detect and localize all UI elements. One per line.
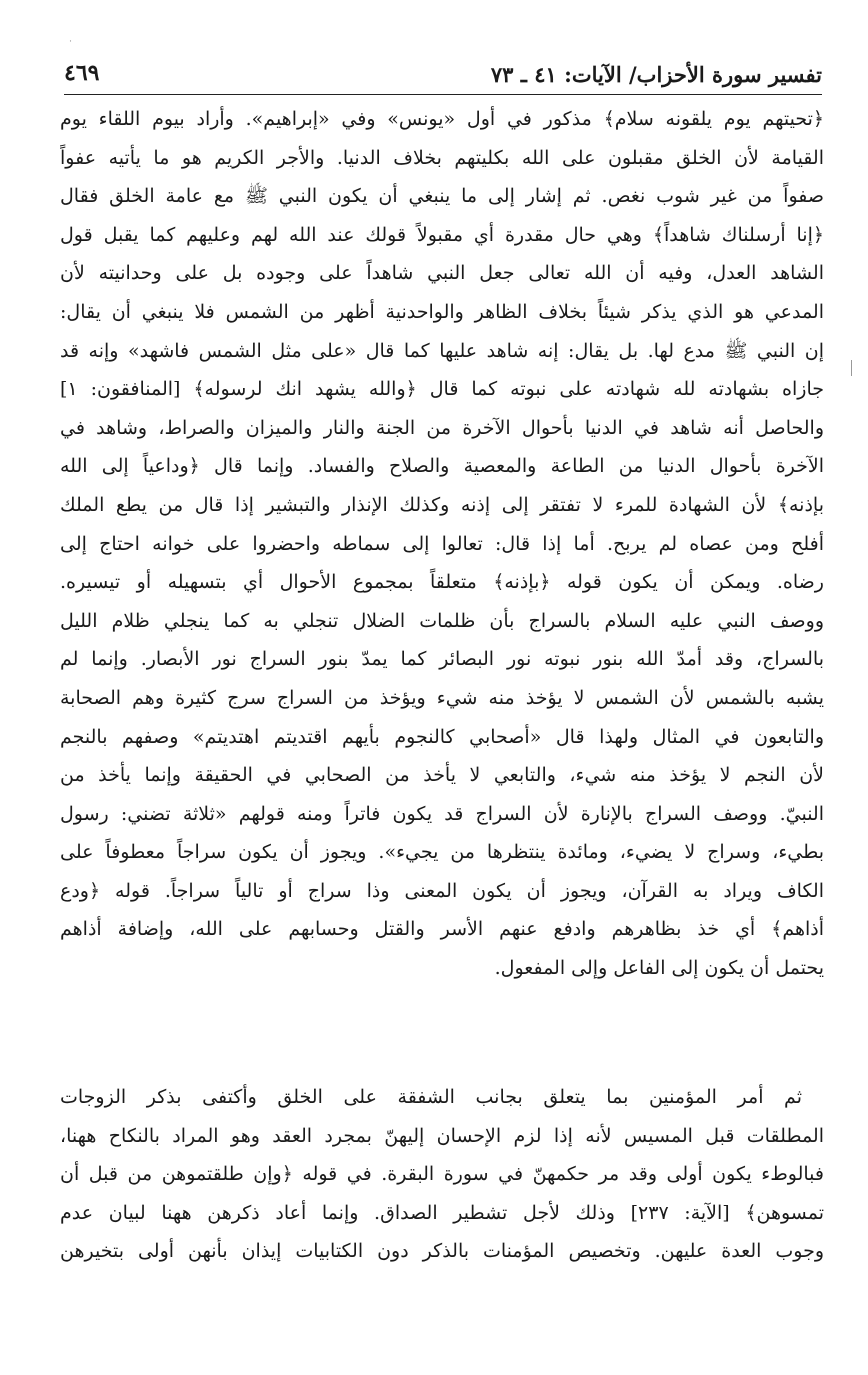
text-line: فبالوطء يكون أولى وقد مر حكمهنّ في سورة البقرة. في قوله ﴿وإن طلقتموهن من قبل أن — [60, 1163, 824, 1186]
text-line: إن النبي ﷺ مدع لها. بل يقال: إنه شاهد عليها كما قال «على مثل الشمس فاشهد» وإنه قد — [60, 339, 824, 362]
text-line: صفواً من غير شوب نغص. ثم إشار إلى ما ينبغي أن يكون النبي ﷺ مع عامة الخلق فقال — [60, 185, 824, 208]
text-line: يحتمل أن يكون إلى الفاعل وإلى المفعول. — [494, 957, 824, 980]
text-line: والتابعون في المثال ولهذا قال «أصحابي كالنجوم بأيهم اقتديتم اهتديتم» وصفهم بالنجم — [60, 725, 824, 748]
text-line: بالسراج، وقد أمدّ الله بنور نبوته نور البصائر كما يمدّ بنور السراج نور الأبصار. وإنما لم — [60, 648, 824, 671]
text-line: النبيّ. ووصف السراج بالإنارة لأن السراج قد يكون فاتراً ومنه قولهم «ثلاثة تضني: رسول — [60, 802, 824, 825]
text-line: الشاهد العدل، وفيه أن الله تعالى جعل النبي شاهداً على وجوده بل على وحدانيته لأن — [60, 262, 824, 285]
text-line: تمسوهن﴾ [الآية: ٢٣٧] وذلك لأجل تشطير الصداق. وإنما أعاد ذكرهن ههنا لبيان عدم — [60, 1201, 824, 1224]
paragraph-2 — [60, 1078, 824, 1271]
text-line: أفلح ومن عصاه لم يربح. أما إذا قال: تعالوا إلى سماطه واحضروا على خوانه احتاج إلى — [60, 532, 824, 555]
corner-speck: ˙ — [68, 40, 73, 51]
page-header — [64, 58, 822, 95]
text-line: ثم أمر المؤمنين بما يتعلق بجانب الشفقة على الخلق وأكتفى بذكر الزوجات — [60, 1086, 802, 1108]
text-line: بطيء، وسراج لا يضيء، ومائدة ينتظرها من يجيء». ويجوز أن يكون سراجاً معطوفاً على — [60, 841, 824, 864]
text-line: ووصف النبي عليه السلام بالسراج بأن ظلمات الضلال تنجلي به كما ينجلي ظلام الليل — [60, 609, 824, 632]
text-line: بإذنه﴾ لأن الشهادة للمرء لا تفتقر إلى إذنه وكذلك الإنذار والتبشير إذا قال من يطع الملك — [60, 493, 824, 516]
text-line: المدعي هو الذي يذكر شيئاً بخلاف الظاهر والواحدنية أظهر من الشمس فلا ينبغي أن يقال: — [60, 300, 824, 323]
text-line: جازاه بشهادته لله شهادته على نبوته كما قال ﴿والله يشهد انك لرسوله﴾ [المنافقون: ١] — [60, 378, 824, 401]
margin-mark — [851, 360, 852, 376]
text-line: القيامة لأن الخلق مقبلون على الله بكليتهم بخلاف الدنيا. والأجر الكريم هو ما يأتيه عفواً — [60, 146, 824, 169]
text-line: يشبه بالشمس لأن الشمس لا يؤخذ منه شيء ويؤخذ من السراج سرج كثيرة وهم الصحابة — [60, 686, 824, 709]
text-line: ﴿تحيتهم يوم يلقونه سلام﴾ مذكور في أول «يونس» وفي «إبراهيم». وأراد بيوم اللقاء يوم — [60, 108, 824, 130]
page-number: ٤٦٩ — [64, 60, 100, 86]
text-line: ﴿إنا أرسلناك شاهداً﴾ وهي حال مقدرة أي مقبولاً قولك عند الله لهم وعليهم كما يقبل قول — [60, 223, 824, 246]
text-line: وجوب العدة عليهن. وتخصيص المؤمنات بالذكر دون الكتابيات إيذان بأنهن أولى بتخيرهن — [60, 1240, 824, 1263]
text-line: والحاصل أنه شاهد في الدنيا بأحوال الآخرة من الجنة والنار والميزان والصراط، وشاهد في — [60, 416, 824, 439]
text-line: الآخرة بأحوال الدنيا من الطاعة والمعصية والصلاح والفساد. وإنما قال ﴿وداعياً إلى الله — [60, 455, 824, 478]
text-line: رضاه. ويمكن أن يكون قوله ﴿بإذنه﴾ متعلقاً بمجموع الأحوال أي بتسهيله أو تيسيره. — [60, 571, 824, 594]
text-line: الكاف ويراد به القرآن، ويجوز أن يكون المعنى وذا سراج أو تالياً سراجاً. قوله ﴿ودع — [60, 879, 824, 902]
running-title: تفسير سورة الأحزاب/ الآيات: ٤١ ـ ٧٣ — [490, 62, 822, 87]
text-line: أذاهم﴾ أي خذ بظاهرهم وادفع عنهم الأسر والقتل وحسابهم على الله، وإضافة أذاهم — [60, 918, 824, 941]
text-line: لأن النجم لا يؤخذ منه شيء، والتابعي لا يأخذ من الصحابي في الحقيقة وإنما يأخذ من — [60, 764, 824, 787]
text-line: المطلقات قبل المسيس لأنه إذا لزم الإحسان إليهنّ بمجرد العقد وهو المراد بالنكاح ههنا، — [60, 1124, 824, 1147]
paragraph-1 — [60, 100, 824, 988]
